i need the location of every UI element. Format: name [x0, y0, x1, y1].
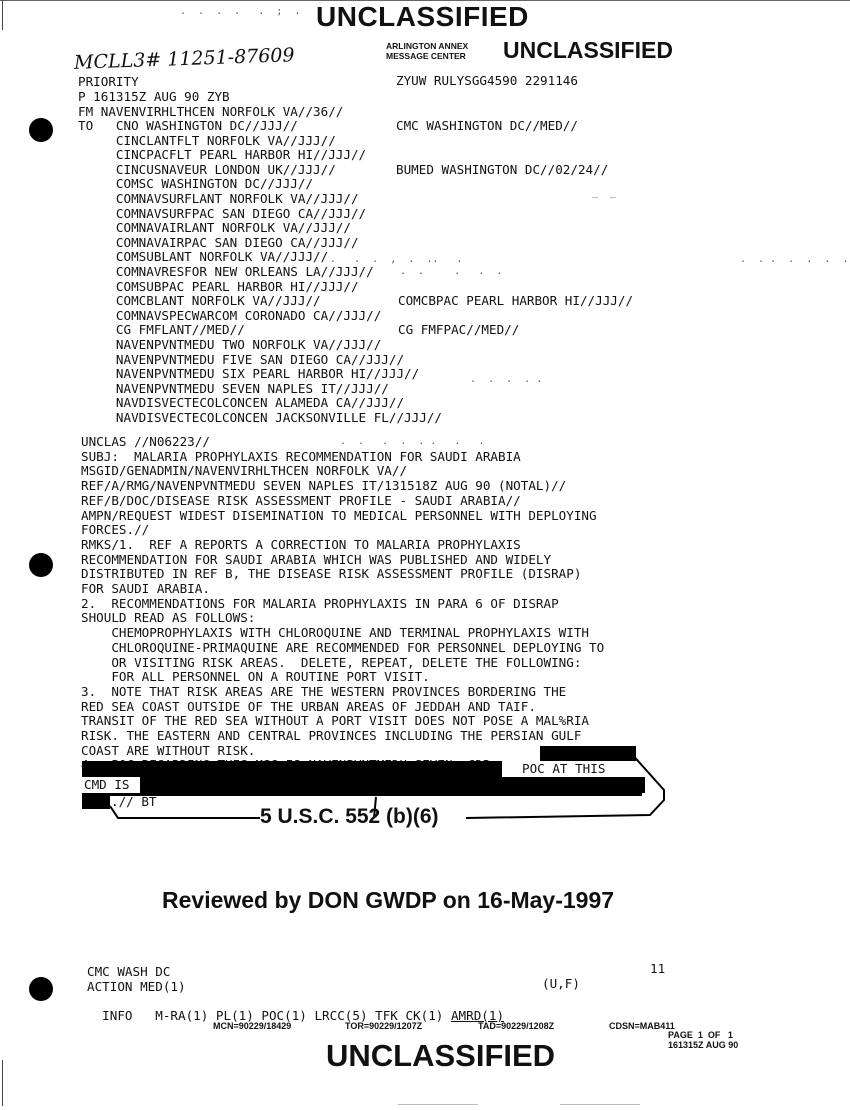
to-line: NAVDISVECTECOLCONCEN ALAMEDA CA//JJJ//: [78, 395, 405, 411]
to-line: NAVENPVNTMEDU SIX PEARL HARBOR HI//JJJ//: [78, 366, 420, 382]
to-line: COMSUBLANT NORFOLK VA//JJJ//: [78, 249, 329, 265]
to-line: COMNAVSURFLANT NORFOLK VA//JJJ//: [78, 191, 359, 206]
footer-dtg: 161315Z AUG 90: [668, 1040, 739, 1050]
to-line: CINCUSNAVEUR LONDON UK//JJJ//: [78, 161, 336, 177]
classification-banner-top: UNCLASSIFIED: [316, 1, 529, 32]
to-line: CINCPACFLT PEARL HARBOR HI//JJJ//: [78, 147, 367, 163]
body-line: FOR ALL PERSONNEL ON A ROUTINE PORT VISIT.: [81, 669, 430, 685]
body-line: CHEMOPROPHYLAXIS WITH CHLOROQUINE AND TERMINAL PROPHYLAXIS WITH: [81, 625, 589, 641]
binder-hole: [29, 118, 53, 142]
footer-info: [87, 994, 504, 1023]
foia-exemption-label: 5 U.S.C. 552 (b)(6): [260, 805, 439, 828]
body-line: FORCES.//: [81, 522, 150, 538]
to-line: CG FMFLANT//MED//: [78, 322, 245, 338]
to-line: NAVENPVNTMEDU SEVEN NAPLES IT//JJJ//: [78, 380, 389, 396]
to-line: COMNAVAIRPAC SAN DIEGO CA//JJJ//: [78, 234, 359, 250]
to-line: COMNAVAIRLANT NORFOLK VA//JJJ//: [78, 220, 351, 236]
scan-speckle: . . . , . .. .: [330, 254, 463, 265]
priority-line: PRIORITY: [78, 74, 139, 89]
addressee-comcbpac: COMCBPAC PEARL HARBOR HI//JJJ//: [398, 293, 634, 308]
cmd-is: CMD IS: [84, 777, 130, 792]
to-line: NAVENPVNTMEDU TWO NORFOLK VA//JJJ//: [78, 337, 382, 352]
scan-speckle: . . . . .: [470, 374, 543, 385]
footer-action: ACTION MED(1): [87, 979, 186, 994]
message-center-line1: ARLINGTON ANNEX: [386, 41, 469, 51]
binder-hole: [29, 553, 53, 577]
addressee-cmc: CMC WASHINGTON DC//MED//: [396, 118, 578, 133]
edge-mark: [560, 1104, 640, 1105]
scan-speckle: . . . . . ; .: [180, 6, 301, 17]
footer-info-amrd: AMRD(1): [450, 1007, 505, 1023]
body-line: RMKS/1. REF A REPORTS A CORRECTION TO MALARIA PROPHYLAXIS: [81, 536, 521, 552]
body-line: REF/A/RMG/NAVENPVNTMEDU SEVEN NAPLES IT/131518Z AUG 90 (NOTAL)//: [81, 478, 567, 494]
scan-speckle: . . . . . . .: [740, 254, 849, 265]
addressee-cgfmfpac: CG FMFPAC//MED//: [398, 322, 520, 337]
to-line: COMNAVSPECWARCOM CORONADO CA//JJJ//: [78, 307, 382, 323]
message-center-line2: MESSAGE CENTER: [386, 51, 466, 61]
body-line: CHLOROQUINE-PRIMAQUINE ARE RECOMMENDED FOR PERSONNEL DEPLOYING TO: [81, 639, 605, 655]
edge-mark: [398, 1104, 478, 1105]
scan-speckle: . . . . . . . .: [340, 436, 485, 447]
bt-line: .// BT: [111, 794, 157, 809]
body-line: 3. NOTE THAT RISK AREAS ARE THE WESTERN PROVINCES BORDERING THE: [81, 683, 567, 699]
footer-number: 11: [650, 961, 666, 976]
to-line: COMSC WASHINGTON DC//JJJ//: [78, 176, 314, 192]
to-line: COMNAVSURFPAC SAN DIEGO CA//JJJ//: [78, 205, 367, 221]
to-line: COMCBLANT NORFOLK VA//JJJ//: [78, 293, 321, 309]
to-line: NAVENPVNTMEDU FIVE SAN DIEGO CA//JJJ//: [78, 351, 405, 367]
footer-cmc-wash: CMC WASH DC: [87, 964, 171, 979]
scan-speckle: _ _: [592, 187, 617, 198]
footer-tad: TAD=90229/1208Z: [478, 1021, 555, 1031]
body-line: RED SEA COAST OUTSIDE OF THE URBAN AREAS OF JEDDAH AND TAIF.: [81, 698, 536, 714]
from-line: FM NAVENVIRHLTHCEN NORFOLK VA//36//: [78, 104, 344, 119]
to-line: TO CNO WASHINGTON DC//JJJ//: [78, 118, 298, 133]
to-line: CINCLANTFLT NORFOLK VA//JJJ//: [78, 132, 336, 148]
body-line: FOR SAUDI ARABIA.: [81, 581, 210, 596]
body-line: RISK. THE EASTERN AND CENTRAL PROVINCES INCLUDING THE PERSIAN GULF: [81, 728, 582, 743]
body-line: MSGID/GENADMIN/NAVENVIRHLTHCEN NORFOLK VA//: [81, 463, 408, 479]
to-line: COMSUBPAC PEARL HARBOR HI//JJJ//: [78, 278, 359, 294]
footer-cdsn: CDSN=MAB411: [609, 1021, 675, 1031]
footer-page: PAGE 1 OF 1: [668, 1030, 733, 1040]
footer-uf: (U,F): [542, 976, 580, 991]
handwritten-reference: MCLL3# 11251-87609: [73, 44, 295, 74]
binder-hole: [29, 977, 53, 1001]
body-line: OR VISITING RISK AREAS. DELETE, REPEAT, DELETE THE FOLLOWING:: [81, 654, 582, 670]
to-line: COMNAVRESFOR NEW ORLEANS LA//JJJ//: [78, 264, 374, 279]
scan-speckle: . . . . .: [400, 266, 503, 277]
poc-at-this: POC AT THIS: [522, 761, 606, 776]
addressee-bumed: BUMED WASHINGTON DC//02/24//: [396, 162, 609, 177]
body-line: COAST ARE WITHOUT RISK.: [81, 742, 256, 758]
footer-tor: TOR=90229/1207Z: [345, 1021, 423, 1031]
body-line: AMPN/REQUEST WIDEST DISEMINATION TO MEDICAL PERSONNEL WITH DEPLOYING: [81, 507, 597, 523]
body-line: SUBJ: MALARIA PROPHYLAXIS RECOMMENDATION FOR SAUDI ARABIA: [81, 448, 521, 464]
footer-mcn: MCN=90229/18429: [213, 1021, 292, 1031]
edge-mark: [2, 0, 3, 30]
body-line: RECOMMENDATION FOR SAUDI ARABIA WHICH WAS PUBLISHED AND WIDELY: [81, 551, 552, 567]
body-line: REF/B/DOC/DISEASE RISK ASSESSMENT PROFILE - SAUDI ARABIA//: [81, 492, 521, 508]
classification-banner-second: UNCLASSIFIED: [503, 37, 673, 63]
to-line: NAVDISVECTECOLCONCEN JACKSONVILLE FL//JJJ//: [78, 410, 442, 425]
body-line: SHOULD READ AS FOLLOWS:: [81, 610, 256, 626]
body-line: 2. RECOMMENDATIONS FOR MALARIA PROPHYLAXIS IN PARA 6 OF DISRAP: [81, 595, 559, 611]
body-line: UNCLAS //N06223//: [81, 434, 210, 449]
dtg-line: P 161315Z AUG 90 ZYB: [78, 89, 230, 104]
zyuw-line: ZYUW RULYSGG4590 2291146: [396, 73, 578, 88]
classification-banner-bottom: UNCLASSIFIED: [326, 1038, 556, 1073]
body-line: DISTRIBUTED IN REF B, THE DISEASE RISK ASSESSMENT PROFILE (DISRAP): [81, 566, 582, 582]
review-stamp: Reviewed by DON GWDP on 16-May-1997: [162, 887, 615, 913]
edge-mark: [2, 1060, 3, 1106]
body-line: TRANSIT OF THE RED SEA WITHOUT A PORT VISIT DOES NOT POSE A MAL%RIA: [81, 713, 589, 729]
footer-info-prefix: INFO M-RA(1) PL(1) POC(1) LRCC(5) TFK CK(1): [102, 1007, 451, 1023]
